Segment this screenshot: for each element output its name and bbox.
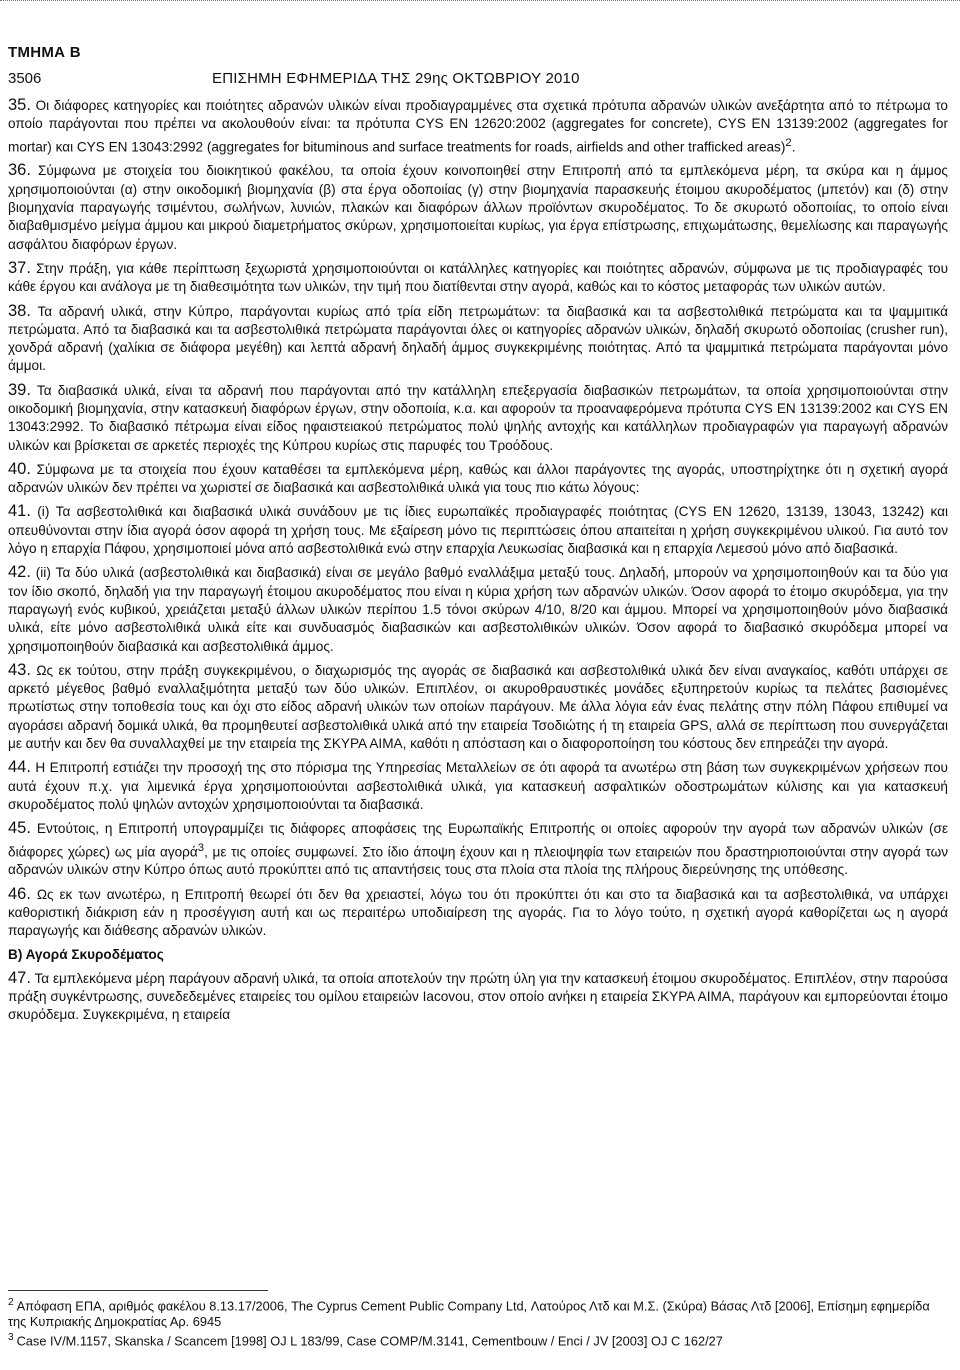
paragraph-text: Ως εκ τούτου, στην πράξη συγκεκριμένου, ο διαχωρισμός της αγοράς σε διαβασικά και ασβεστολιθικά υλικά δεν είναι αναγκαίος, καθότι υπάρχει σε αρκετό μέγεθος βαθμό εναλλαξιμότητα μεταξύ των δύο υλικών. Επιπλέον, οι ακυροθραυστικές μονάδες εξυπηρετούν κυρίως τα πελάτες βασιομένες πρωτίστως στην τοποθεσία τους και όχι στο είδος αδρανή υλικών των οποίων παράγουν. Με άλλα λόγια εάν ένας πελάτης στην πόλη Πάφου επιθυμεί να αγοράσει αδρανή δομικά υλικά, θα προμηθευτεί ασβεστολιθικά υλικά από την εταιρεία Τσοδιώτης ή τη εταιρεία GPS, αλλά σε περίπτωση που συνεργάζεται με αυτήν και δεν θα συναλλαχθεί με την εταιρεία της ΣΚΥΡΑ ΑΙΜΑ, καθότι η απόσταση και ο διαφοροποίηση του κόστους δεν επηρεάζει την αγορά. [8,662,948,752]
paragraph-tail: , με τις οποίες συμφωνεί. Στο ίδιο άποψη έχουν και η πλειοψηφία των εταιρειών που δραστηριοποιούνται στην αγορά των αδρανών υλικών στην Κύπρο όπως αυτό προκύπτει από τις απαντήσεις τους στα πλοία στα πλοία της πλήρους διερεύνησης της υπόθεσης. [8,844,948,878]
top-border [0,0,960,9]
paragraph-number: 39. [8,380,31,399]
footnote-3 [8,1330,948,1349]
paragraph-36 [8,161,948,253]
paragraph-number: 43. [8,660,31,679]
footnote-ref-2: 2 [785,136,792,149]
paragraph-text: Ως εκ των ανωτέρω, η Επιτροπή θεωρεί ότι δεν θα χρειαστεί, λόγω του ότι προκύπτει ότι και στο τα διαβασικά και τα ασβεστολιθικά, να υπάρχει καθοριστική διάκριση εάν η προσέγγιση αυτή και ως περαιτέρω υποδιαίρεση της αγοράς. Για το λόγο τούτο, η σχετική αγορά καθορίζεται ως η αγορά παραγωγής και διάθεσης αδρανών υλικών. [8,886,949,939]
footnote-ref-3: 3 [197,841,205,854]
paragraph-47 [8,969,948,1025]
paragraph-35 [8,96,948,156]
paragraph-38 [8,302,948,376]
paragraph-40 [8,460,948,498]
section-label: ΤΜΗΜΑ Β [8,44,81,61]
footnote-divider [8,1290,268,1291]
paragraph-text: Τα αδρανή υλικά, στην Κύπρο, παράγονται κυρίως από τρία είδη πετρωμάτων: τα διαβασικά και τα ασβεστολιθικά πετρώματα και τα ψαμμιτικά πετρώματα. Από τα διαβασικά και τα ασβεστολιθικά πετρώματα παράγονται όλες οι κατηγορίες αδρανών υλικών, δηλαδή σκυρωτό οδοποιίας (crusher run), χονδρά αδρανή (χαλίκια σε διάφορα μεγέθη) και λεπτά αδρανή δηλαδή άμμος συγκεκριμένης ποιότητας. Από τα ψαμμιτικά πετρώματα παράγονται μόνο άμμοι. [8,303,948,374]
paragraph-text: (i) Τα ασβεστολιθικά και διαβασικά υλικά συνάδουν με τις ίδιες ευρωπαϊκές προδιαγραφές ποιότητας (CYS EN 12620, 13139, 13043, 13242) και οπευθύνονται στην ίδια αγορά όσον αφορά τη χρήση τους. Με εξαίρεση μόνο τις περιπτώσεις όπου απαιτείται η χρήση συγκεκριμένου υλικού. Για αυτό τον λόγο η επαρχία Πάφου, χρησιμοποιεί μόνα από ασβεστολιθικά ενώ στην επαρχία Λευκωσίας διαβασικά και η επαρχία Λεμεσού μόνο από διαβασικά. [8,504,949,557]
paragraph-number: 37. [8,258,31,277]
paragraph-number: 38. [8,301,31,320]
paragraph-number: 47. [8,968,31,987]
paragraph-46 [8,885,948,941]
footnote-text: Απόφαση ΕΠΑ, αριθμός φακέλου 8.13.17/2006, The Cyprus Cement Public Company Ltd, Λατούρος Λτδ και Μ.Σ. (Σκύρα) Βάσας Λτδ [2006], Επίσημη εφημερίδα της Κυπριακής Δημοκρατίας Αρ. 6945 [8,1298,930,1330]
paragraph-text: Σύμφωνα με στοιχεία του διοικητικού φακέλου, τα οποία έχουν κοινοποιηθεί στην Επιτροπή από τα εμπλεκόμενα μέρη, τα σκύρα και η άμμος χρησιμοποιούνται (α) στην οικοδομική βιομηχανία (β) στα έργα οδοποιίας (γ) στην βιομηχανία παρασκευής έτοιμου ακυροδέματος (μπετόν) και (δ) στην βιομηχανία παραγωγής τσιμέντου, σωλήνων, λυνιών, πλακών και διαφόρων άλλων προϊόντων σκυροδέματος. Το δε σκυρωτό οδοποιίας, το οποίο είναι διαβαθμισμένο μείγμα άμμου και μικρού διαμετρήματος σκύρων, χρησιμοποιείται κυρίως, για έργα επίστρωσης, επιχωμάτωσης, θεμελίωσης και παραγωγής ασφάλτου διαφόρων έργων. [8,163,948,252]
paragraph-text: Τα εμπλεκόμενα μέρη παράγουν αδρανή υλικά, τα οποία αποτελούν την πρώτη ύλη για την κατασκευή έτοιμου σκυροδέματος. Επιπλέον, στην παρούσα πράξη συγκέντρωσης, συνεδεδεμένες εταιρείες του ομίλου εταιρειών Iacovou, στον οποίο ανήκει η εταιρεία ΣΚΥΡΑ ΑΙΜΑ, παράγουν και εμπορεύονται έτοιμο σκυρόδεμα. Συγκεκριμένα, η εταιρεία [8,970,948,1023]
paragraph-42 [8,563,948,655]
paragraph-text: Τα διαβασικά υλικά, είναι τα αδρανή που παράγονται από την κατάλληλη επεξεργασία διαβασικών πετρωμάτων, τα οποία χρησιμοποιούνται στην οικοδομική βιομηχανία, στην κατασκευή διαφόρων έργων, στην οδοποιία, κ.α. και αφορούν τα προαναφερόμενα πρότυπα CYS EN 13139:2002 και CYS EN 13043:2992. Το διαβασικό πέτρωμα είναι είδος ηφαιστειακού πετρώματος πολύ ψηλής αντοχής και κατάλληλων προδιαγραφών για παραγωγή αδρανών υλικών και βρίσκεται σε αρκετές περιοχές της Κύπρου κυρίως στις παρυφές του Τροόδους. [8,382,949,453]
paragraph-number: 36. [8,161,31,180]
paragraph-number: 40. [8,459,31,478]
gazette-title: ΕΠΙΣΗΜΗ ΕΦΗΜΕΡΙΔΑ ΤΗΣ 29ης ΟΚΤΩΒΡΙΟΥ 2010 [212,70,580,87]
footnote-2 [8,1295,948,1330]
paragraph-text: Εντούτοις, η Επιτροπή υπογραμμίζει τις διάφορες αποφάσεις της Ευρωπαϊκής Επιτροπής οι οποίες αφορούν την αγορά των αδρανών υλικών (σε διάφορες χώρες) ως μία αγορά [8,821,949,860]
paragraph-number: 35. [8,96,31,114]
paragraph-41 [8,502,948,558]
paragraph-text: Οι διάφορες κατηγορίες και ποιότητες αδρανών υλικών είναι προδιαγραμμένες στα σχετικά πρότυπα αδρανών υλικών ανεξάρτητα από το πέτρωμα το οποίο παράγονται που πρέπει να ακολουθούν είναι: τα πρότυπα CYS EN 12620:2002 (aggregates for concrete), CYS EN 13139:2002 (aggregates for mortar) και CYS EN 13043:2992 (aggregates for bituminous and surface treatments for roads, airfields and other trafficked areas) [8,98,948,155]
paragraph-number: 45. [8,819,31,838]
paragraph-39 [8,381,948,455]
page-number: 3506 [8,70,42,87]
paragraph-37 [8,259,948,297]
footnote-mark: 3 [8,1332,14,1344]
paragraph-number: 46. [8,884,31,903]
paragraph-number: 44. [8,758,31,777]
paragraph-text: Στην πράξη, για κάθε περίπτωση ξεχωριστά χρησιμοποιούνται οι κατάλληλες κατηγορίες και ποιότητες αδρανών, σύμφωνα με τις προδιαγραφές του κάθε έργου και ανάλογα με τη διαθεσιμότητα των υλικών, την τιμή που διατίθενται στην αγορά, καθώς και το κόστος μεταφοράς των υλικών αυτών. [8,260,948,295]
footnotes [8,1290,948,1350]
document-body [8,96,948,1030]
paragraph-number: 41. [8,502,31,521]
paragraph-text: Η Επιτροπή εστιάζει την προσοχή της στο πόρισμα της Υπηρεσίας Μεταλλείων σε ότι αφορά τα ανωτέρω στη βάση των συγκεκριμένων χρήσεων που αυτά έχουν π.χ. για λιμενικά έργα χρησιμοποιούνται ασβεστολιθικά υλικά, για κατασκευή ασφαλτικών οδοστρωμάτων κύλισης και για κατασκευή σκυροδέματος πολύ ψηλών αντοχών χρησιμοποιούνται τα διαβασικά. [8,760,948,812]
paragraph-text: Σύμφωνα με τα στοιχεία που έχουν καταθέσει τα εμπλεκόμενα μέρη, καθώς και άλλοι παράγοντες της αγοράς, υποστηρίχτηκε ότι η σχετική αγορά αδρανών υλικών δεν πρέπει να χωριστεί σε διαβασικά και ασβεστολιθικά υλικά για τους πιο κάτω λόγους: [8,461,948,496]
paragraph-43 [8,661,948,753]
paragraph-tail: . [791,139,796,155]
footnote-text: Case IV/M.1157, Skanska / Scancem [1998] OJ L 183/99, Case COMP/M.3141, Cementbouw / Enci / JV [2003] OJ C 162/27 [16,1333,723,1349]
paragraph-number: 42. [8,563,31,582]
footnote-mark: 2 [8,1297,14,1308]
subheading-concrete-market: Β) Αγορά Σκυροδέματος [8,946,164,962]
paragraph-45 [8,819,948,879]
paragraph-44 [8,758,948,814]
paragraph-text: (ii) Τα δύο υλικά (ασβεστολιθικά και διαβασικά) είναι σε μεγάλο βαθμό εναλλάξιμα μεταξύ τους. Δηλαδή, μπορούν να χρησιμοποιηθούν και τα δύο για τον ίδιο σκοπό, δηλαδή για την παραγωγή έτοιμου ακυροδέματος που είναι η κύρια χρήση των αδρανών υλικών. Όσον αφορά το έτοιμο σκυρόδεμα, για την παραγωγή ενός κυβικού, χρειάζεται μεταξύ άλλων υλικών περίπου 1.5 τόνοι σκύρων 4/10, 8/20 και άμμου. Μπορεί να χρησιμοποιηθούν μόνο διαβασικά υλικά, είτε μόνο ασβεστολιθικά υλικά είτε και συνδυασμός διαβασικών και ασβεστολιθικών υλικών. Όσον αφορά το διαβασικό σκυρόδεμα μπορεί να χρησιμοποιηθούν διαβασικά και ασβεστολιθικά άμμος. [8,565,948,654]
